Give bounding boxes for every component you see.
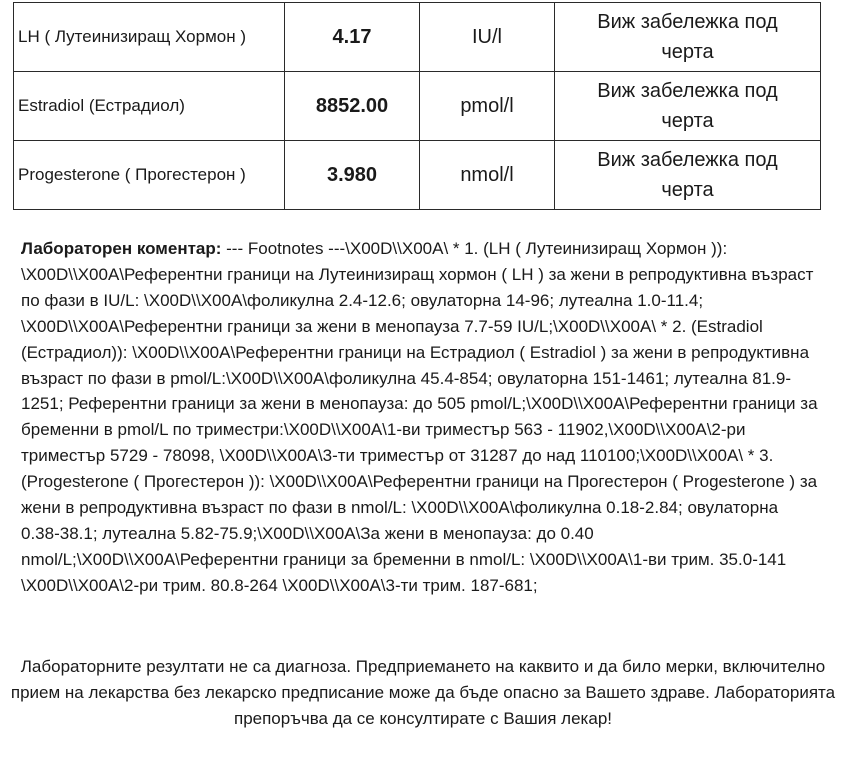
test-reference-cell bbox=[555, 141, 821, 210]
table-row bbox=[14, 141, 821, 210]
test-reference: Виж забележка под черта bbox=[597, 11, 778, 63]
test-reference-cell bbox=[555, 72, 821, 141]
test-name: Progesterone ( Прогестерон ) bbox=[14, 141, 285, 210]
test-value: 3.980 bbox=[285, 141, 420, 210]
test-value: 8852.00 bbox=[285, 72, 420, 141]
test-value: 4.17 bbox=[285, 3, 420, 72]
test-reference: Виж забележка под черта bbox=[597, 80, 778, 132]
table-row bbox=[14, 3, 821, 72]
test-unit: IU/l bbox=[420, 3, 555, 72]
test-unit: pmol/l bbox=[420, 72, 555, 141]
results-table bbox=[13, 2, 821, 210]
test-reference: Виж забележка под черта bbox=[597, 149, 778, 201]
test-unit: nmol/l bbox=[420, 141, 555, 210]
table-row bbox=[14, 72, 821, 141]
lab-comment-text: --- Footnotes ---\X00D\\X00A\ * 1. (LH ( Лутеинизиращ Хормон )): \X00D\\X00A\Референтни граници на Лутеинизиращ хормон ( LH ) за жени в репродуктивна възраст по фази в IU/L: \X00D\\X00A\фоликулна 2.4-12.6; овулаторна 14-96; лутеална 1.0-11.4; \X00D\\X00A\Референтни граници за жени в менопауза 7.7-59 IU/L;\X00D\\X00A\ * 2. (Estradiol (Естрадиол)): \X00D\\X00A\Референтни граници на Естрадиол ( Estradiol ) за жени в репродуктивна възраст по фази в pmol/L:\X00D\\X00A\фоликулна 45.4-854; овулаторна 151-1461; лутеална 81.9-1251; Референтни граници за жени в менопауза: до 505 pmol/L;\X00D\\X00A\Референтни граници за бременни в pmol/L по триместри:\X00D\\X00A\1-ви триместър 563 - 11902,\X00D\\X00A\2-ри триместър 5729 - 78098, \X00D\\X00A\3-ти триместър от 31287 до над 110100;\X00D\\X00A\ * 3. (Progesterone ( Прогестерон )): \X00D\\X00A\Референтни граници на Прогестерон ( Progesterone ) за жени в репродуктивна възраст по фази в nmol/L: \X00D\\X00A\фоликулна 0.18-2.84; овулаторна 0.38-38.1; лутеална 5.82-75.9;\X00D\\X00A\За жени в менопауза: до 0.40 nmol/L;\X00D\\X00A\Референтни граници за бременни в nmol/L: \X00D\\X00A\1-ви трим. 35.0-141 \X00D\\X00A\2-ри трим. 80.8-264 \X00D\\X00A\3-ти трим. 187-681; bbox=[21, 239, 818, 595]
test-reference-cell bbox=[555, 3, 821, 72]
disclaimer: Лабораторните резултати не са диагноза. Предприемането на каквито и да било мерки, включително прием на лекарства без лекарско предписание може да бъде опасно за Вашето здраве. Лабораторията препоръчва да се консултирате с Вашия лекар! bbox=[10, 657, 836, 728]
test-name: LH ( Лутеинизиращ Хормон ) bbox=[14, 3, 285, 72]
lab-comment-label: Лабораторен коментар: bbox=[21, 239, 222, 258]
lab-comment bbox=[21, 236, 821, 599]
test-name: Estradiol (Естрадиол) bbox=[14, 72, 285, 141]
